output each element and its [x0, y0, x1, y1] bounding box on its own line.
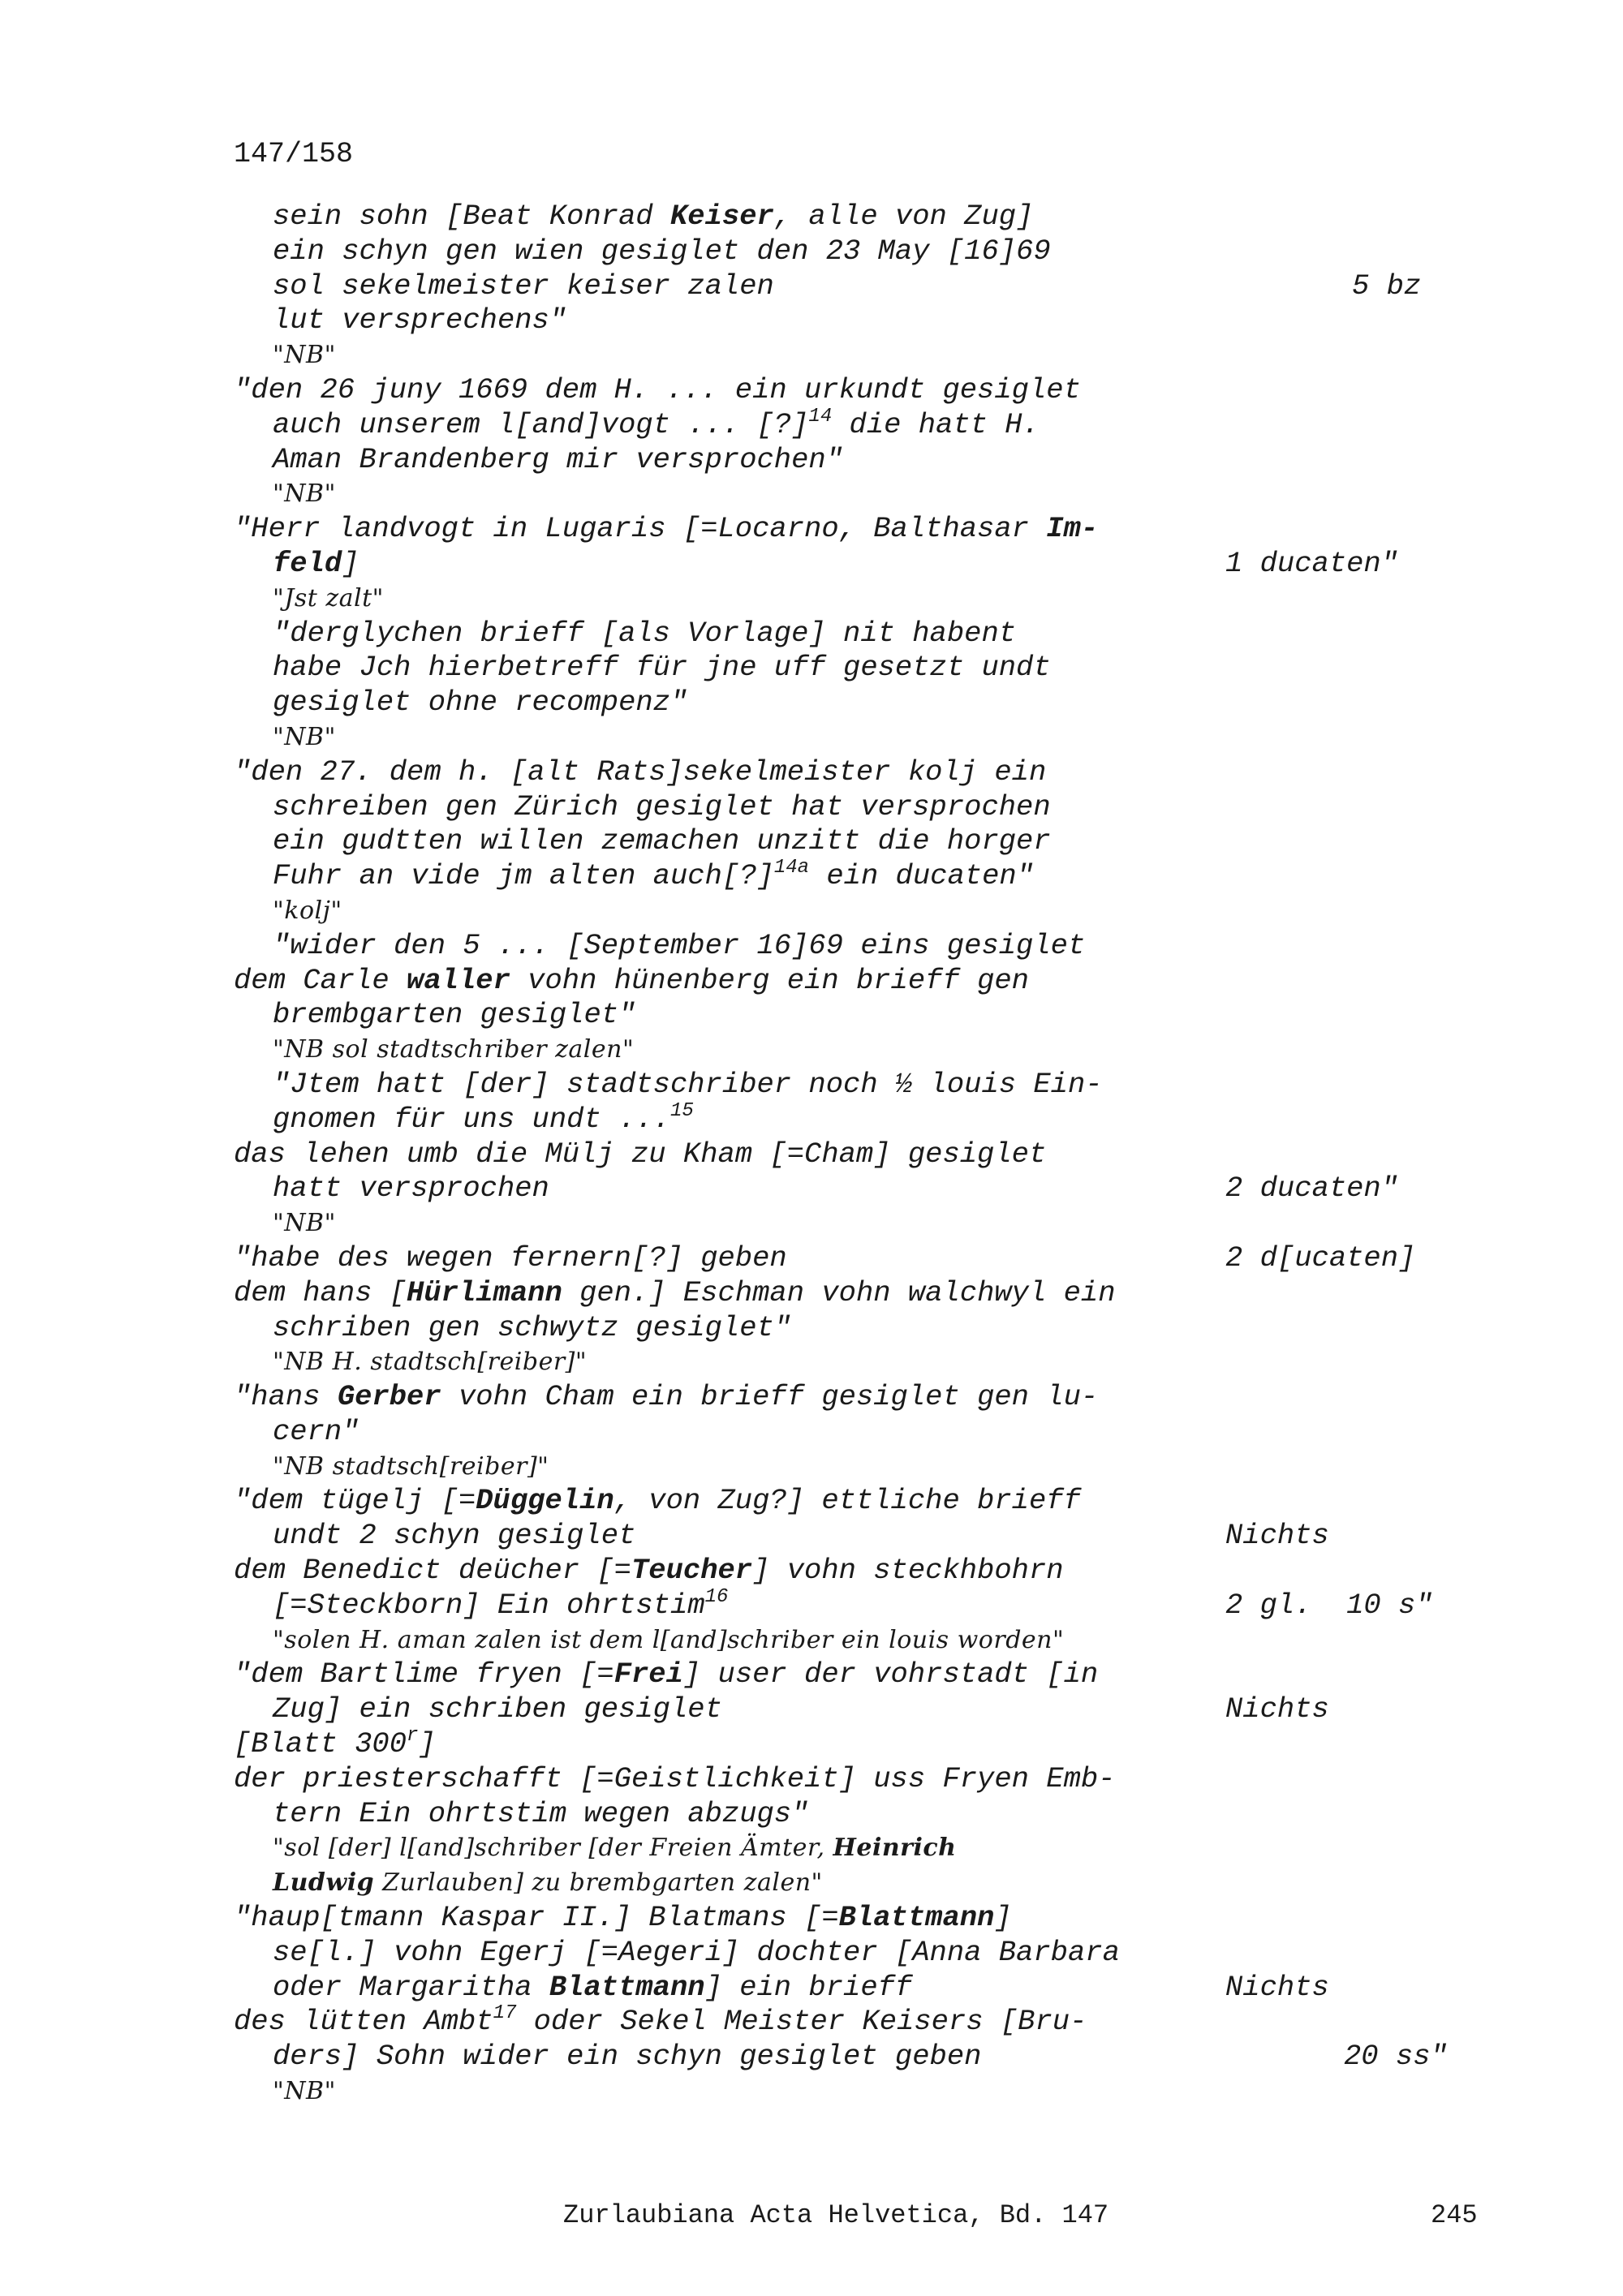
text-line: [234, 1727, 1500, 1762]
text-line: [234, 651, 1500, 686]
text-line: [234, 1172, 1500, 1206]
handwritten-note: "NB": [273, 479, 336, 509]
text-line: [234, 824, 1500, 859]
text-line: [234, 894, 1500, 929]
text-line: [234, 1068, 1500, 1103]
line-text: habe Jch hierbetreff für jne uff gesetzt undt: [273, 651, 1051, 685]
text-line: [234, 200, 1500, 234]
handwritten-note: "NB stadtsch[reiber]": [273, 1451, 549, 1481]
amount: 2 ducaten": [1225, 1172, 1399, 1206]
line-text: ein gudtten willen zemachen unzitt die horger: [273, 824, 1051, 858]
text-line: [234, 1033, 1500, 1068]
handwritten-note: "sol [der] l[and]schriber [der Freien Ämter, Heinrich: [273, 1834, 957, 1863]
amount: Nichts: [1225, 1519, 1329, 1553]
text-line: [234, 269, 1500, 304]
text-line: [234, 547, 1500, 582]
text-line: [234, 2040, 1500, 2075]
text-line: [234, 1241, 1500, 1276]
text-line: [234, 373, 1500, 408]
text-line: [234, 617, 1500, 651]
handwritten-note: "Jst zalt": [273, 583, 384, 613]
line-text: sein sohn [Beat Konrad Keiser, alle von Zug]: [273, 200, 1034, 233]
text-line: [234, 1276, 1500, 1311]
line-text: gesiglet ohne recompenz": [273, 686, 688, 720]
footer-publication: Zurlaubiana Acta Helvetica, Bd. 147: [563, 2200, 1109, 2230]
line-text: cern": [273, 1414, 359, 1448]
page-reference: 147/158: [234, 138, 354, 170]
text-line: [234, 1519, 1500, 1554]
text-line: [234, 1415, 1500, 1450]
text-line: [234, 1099, 1500, 1137]
line-text: auch unserem l[and]vogt ... [?]$^{14}$ die hatt H.: [273, 405, 1040, 441]
text-line: [234, 303, 1500, 338]
line-text: Fuhr an vide jm alten auch[?]$^{14a}$ ein ducaten": [273, 857, 1034, 893]
text-line: [234, 1831, 1500, 1866]
text-line: [234, 1866, 1500, 1901]
amount: 2 gl. 10 s": [1225, 1588, 1433, 1622]
handwritten-note: "NB": [273, 1209, 336, 1238]
text-line: [234, 1762, 1500, 1797]
text-line: [234, 405, 1500, 443]
line-text: "habe des wegen fernern[?] geben: [234, 1240, 787, 1275]
line-text: oder Margaritha Blattmann] ein brieff: [273, 1970, 913, 2004]
line-text: dem hans [Hürlimann gen.] Eschman vohn walchwyl ein: [234, 1275, 1116, 1309]
line-text: "Jtem hatt [der] stadtschriber noch ½ louis Ein-: [273, 1067, 1103, 1101]
text-line: [234, 1311, 1500, 1346]
text-line: [234, 1585, 1500, 1623]
handwritten-note: Ludwig Zurlauben] zu brembgarten zalen": [273, 1868, 823, 1898]
line-text: "den 26 juny 1669 dem H. ... ein urkundt gesiglet: [234, 372, 1081, 406]
text-line: [234, 1484, 1500, 1519]
text-line: [234, 964, 1500, 999]
line-text: "den 27. dem h. [alt Rats]sekelmeister kolj ein: [234, 755, 1047, 789]
text-line: [234, 234, 1500, 269]
text-line: [234, 1554, 1500, 1589]
text-line: [234, 1971, 1500, 2006]
text-line: [234, 477, 1500, 512]
amount: 20 ss": [1344, 2040, 1448, 2074]
transcription-body: [234, 200, 1500, 2109]
line-text: ders] Sohn wider ein schyn gesiglet geben: [273, 2040, 982, 2074]
text-line: [234, 582, 1500, 617]
text-line: [234, 1450, 1500, 1485]
text-line: [234, 1137, 1500, 1172]
line-text: tern Ein ohrtstim wegen abzugs": [273, 1796, 809, 1830]
text-line: [234, 1901, 1500, 1936]
line-text: sol sekelmeister keiser zalen: [273, 269, 774, 303]
text-line: [234, 2002, 1500, 2040]
line-text: dem Benedict deücher [=Teucher] vohn steckhbohrn: [234, 1554, 1064, 1588]
amount: 1 ducaten": [1225, 546, 1399, 580]
line-text: "wider den 5 ... [September 16]69 eins gesiglet: [273, 928, 1086, 962]
text-line: [234, 2075, 1500, 2109]
text-line: [234, 790, 1500, 825]
line-text: brembgarten gesiglet": [273, 998, 636, 1032]
line-text: [Blatt 300$^r$]: [234, 1725, 436, 1761]
line-text: ein schyn gen wien gesiglet den 23 May [16]69: [273, 234, 1051, 268]
line-text: des lütten Ambt$^{17}$ oder Sekel Meister Keisers [Bru-: [234, 2002, 1087, 2039]
text-line: [234, 443, 1500, 478]
amount: Nichts: [1225, 1970, 1329, 2004]
text-line: [234, 998, 1500, 1033]
text-line: [234, 1658, 1500, 1692]
handwritten-note: "NB": [273, 722, 336, 751]
amount: Nichts: [1225, 1692, 1329, 1726]
text-line: [234, 859, 1500, 894]
handwritten-note: "NB": [273, 341, 336, 370]
text-line: [234, 1345, 1500, 1380]
text-line: [234, 1936, 1500, 1971]
handwritten-note: "NB": [273, 2077, 336, 2106]
line-text: das lehen umb die Mülj zu Kham [=Cham] gesiglet: [234, 1137, 1047, 1171]
text-line: [234, 755, 1500, 790]
line-text: "hans Gerber vohn Cham ein brieff gesiglet gen lu-: [234, 1380, 1099, 1414]
handwritten-note: "kolj": [273, 896, 342, 925]
line-text: "Herr landvogt in Lugaris [=Locarno, Balthasar Im-: [234, 512, 1099, 546]
line-text: Aman Brandenberg mir versprochen": [273, 442, 844, 476]
text-line: [234, 1206, 1500, 1241]
line-text: feld]: [273, 546, 359, 580]
line-text: se[l.] vohn Egerj [=Aegeri] dochter [Anna Barbara: [273, 1935, 1120, 1969]
text-line: [234, 1797, 1500, 1832]
amount: 2 d[ucaten]: [1225, 1240, 1416, 1275]
text-line: [234, 686, 1500, 720]
line-text: "dem Bartlime fryen [=Frei] user der vohrstadt [in: [234, 1658, 1099, 1692]
text-line: [234, 512, 1500, 547]
line-text: schreiben gen Zürich gesiglet hat versprochen: [273, 789, 1051, 823]
line-text: schriben gen schwytz gesiglet": [273, 1310, 792, 1344]
text-line: [234, 1692, 1500, 1727]
text-line: [234, 720, 1500, 755]
amount: 5 bz: [1352, 269, 1422, 303]
text-line: [234, 1380, 1500, 1415]
line-text: gnomen für uns undt ...$^{15}$: [273, 1099, 694, 1136]
footer-page-number: 245: [1431, 2200, 1478, 2230]
line-text: "derglychen brieff [als Vorlage] nit habent: [273, 616, 1017, 650]
handwritten-note: "solen H. aman zalen ist dem l[and]schriber ein louis worden": [273, 1625, 1065, 1654]
handwritten-note: "NB sol stadtschriber zalen": [273, 1035, 635, 1064]
line-text: der priesterschafft [=Geistlichkeit] uss Fryen Emb-: [234, 1761, 1116, 1795]
text-line: [234, 338, 1500, 373]
line-text: undt 2 schyn gesiglet: [273, 1519, 636, 1553]
line-text: Zug] ein schriben gesiglet: [273, 1692, 722, 1726]
line-text: lut versprechens": [273, 303, 567, 338]
line-text: "dem tügelj [=Düggelin, von Zug?] ettliche brieff: [234, 1484, 1081, 1518]
line-text: "haup[tmann Kaspar II.] Blatmans [=Blattmann]: [234, 1901, 1012, 1935]
handwritten-note: "NB H. stadtsch[reiber]": [273, 1348, 588, 1377]
line-text: dem Carle waller vohn hünenberg ein brieff gen: [234, 963, 1029, 997]
text-line: [234, 1623, 1500, 1658]
text-line: [234, 929, 1500, 964]
line-text: [=Steckborn] Ein ohrtstim$^{16}$: [273, 1585, 729, 1622]
line-text: hatt versprochen: [273, 1172, 549, 1206]
